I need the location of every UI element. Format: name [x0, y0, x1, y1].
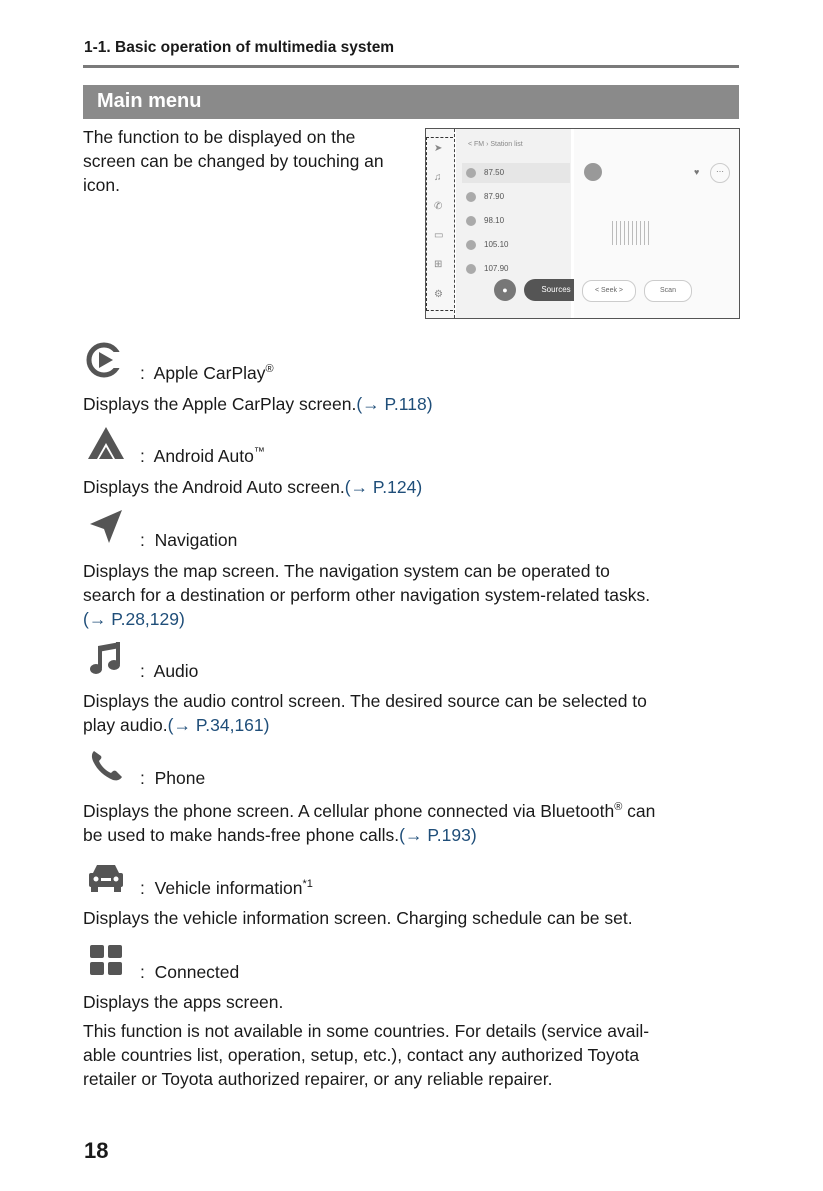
item-description: Displays the phone screen. A cellular phone connected via Bluetooth® can be used to make hands-free phone calls.(→ P.193) — [83, 801, 656, 845]
player-panel — [574, 129, 739, 318]
sources-button[interactable]: Sources — [524, 279, 588, 301]
item-description: Displays the audio control screen. The desired source can be selected to play audio.(→ P.34,161) — [83, 691, 647, 735]
item-label: : Apple CarPlay® — [140, 363, 274, 383]
item-description: Displays the vehicle information screen. Charging schedule can be set. — [83, 908, 633, 928]
item-description: Displays the apps screen. — [83, 992, 284, 1012]
waveform-graphic — [612, 221, 652, 245]
item-label: : Navigation — [140, 530, 238, 550]
android-auto-icon — [86, 423, 126, 463]
main-menu-rail — [426, 129, 455, 318]
audio-icon — [86, 638, 126, 678]
phone-icon: ✆ — [434, 201, 443, 212]
item-label: : Phone — [140, 768, 206, 788]
chapter-heading: 1-1. Basic operation of multimedia system — [84, 39, 395, 56]
navigation-icon — [86, 507, 126, 547]
station-row[interactable]: 107.90 — [462, 259, 570, 279]
page-reference-link[interactable]: (→ P.124) — [344, 477, 423, 497]
page-number: 18 — [84, 1138, 109, 1163]
seek-button[interactable]: < Seek > — [582, 280, 636, 302]
section-title: Main menu — [97, 90, 202, 112]
multimedia-screenshot — [425, 128, 740, 319]
breadcrumb: < FM › Station list — [468, 141, 523, 148]
station-list — [456, 129, 571, 318]
header-divider — [83, 65, 739, 68]
more-icon[interactable]: ⋯ — [710, 163, 730, 183]
station-icon — [466, 264, 476, 274]
station-row[interactable]: 98.10 — [462, 211, 570, 231]
rail-highlight — [426, 137, 453, 311]
audio-icon: ♫ — [434, 172, 442, 183]
page-reference-link[interactable]: (→ P.118) — [356, 394, 433, 414]
navigation-icon: ➤ — [434, 143, 443, 154]
page-reference-link[interactable]: (→ P.34,161) — [167, 715, 270, 735]
page-reference-link[interactable]: (→ P.193) — [399, 825, 477, 845]
apps-grid-icon: ⊞ — [434, 259, 443, 270]
page-reference-link[interactable]: (→ P.28,129) — [83, 609, 185, 629]
apps-grid-icon — [86, 941, 126, 981]
gear-icon: ⚙ — [434, 289, 443, 300]
item-label: : Android Auto™ — [140, 446, 265, 466]
vehicle-icon — [86, 857, 126, 897]
station-row[interactable]: 105.10 — [462, 235, 570, 255]
station-row[interactable]: 87.90 — [462, 187, 570, 207]
item-description: Displays the Android Auto screen.(→ P.124) — [83, 477, 423, 497]
voice-button[interactable]: ● — [494, 279, 516, 301]
station-icon — [466, 168, 476, 178]
heart-icon[interactable]: ♥ — [694, 167, 700, 177]
scan-button[interactable]: Scan — [644, 280, 692, 302]
station-icon — [466, 216, 476, 226]
item-label: : Vehicle information$^{*1}$ — [140, 878, 313, 898]
phone-icon — [86, 745, 126, 785]
availability-note: This function is not available in some countries. For details (service avail- able countries list, operation, setup, etc.), contact any authorized Toyota retailer or Toyota authorized repairer, or any reliable repairer. — [83, 1021, 650, 1089]
intro-paragraph: The function to be displayed on the screen can be changed by touching an icon. — [83, 127, 384, 195]
station-logo — [584, 163, 602, 181]
item-description: Displays the map screen. The navigation system can be operated to search for a destination or perform other navigation system-related tasks. (→ P.28,129) — [83, 559, 739, 631]
item-description: Displays the Apple CarPlay screen.(→ P.118) — [83, 394, 433, 414]
station-icon — [466, 240, 476, 250]
item-label: : Audio — [140, 661, 199, 681]
station-icon — [466, 192, 476, 202]
apple-carplay-icon — [86, 340, 126, 380]
vehicle-icon: ▭ — [434, 230, 444, 241]
item-label: : Connected — [140, 962, 240, 982]
section-bar — [83, 85, 739, 119]
station-row[interactable]: 87.50 — [462, 163, 570, 183]
